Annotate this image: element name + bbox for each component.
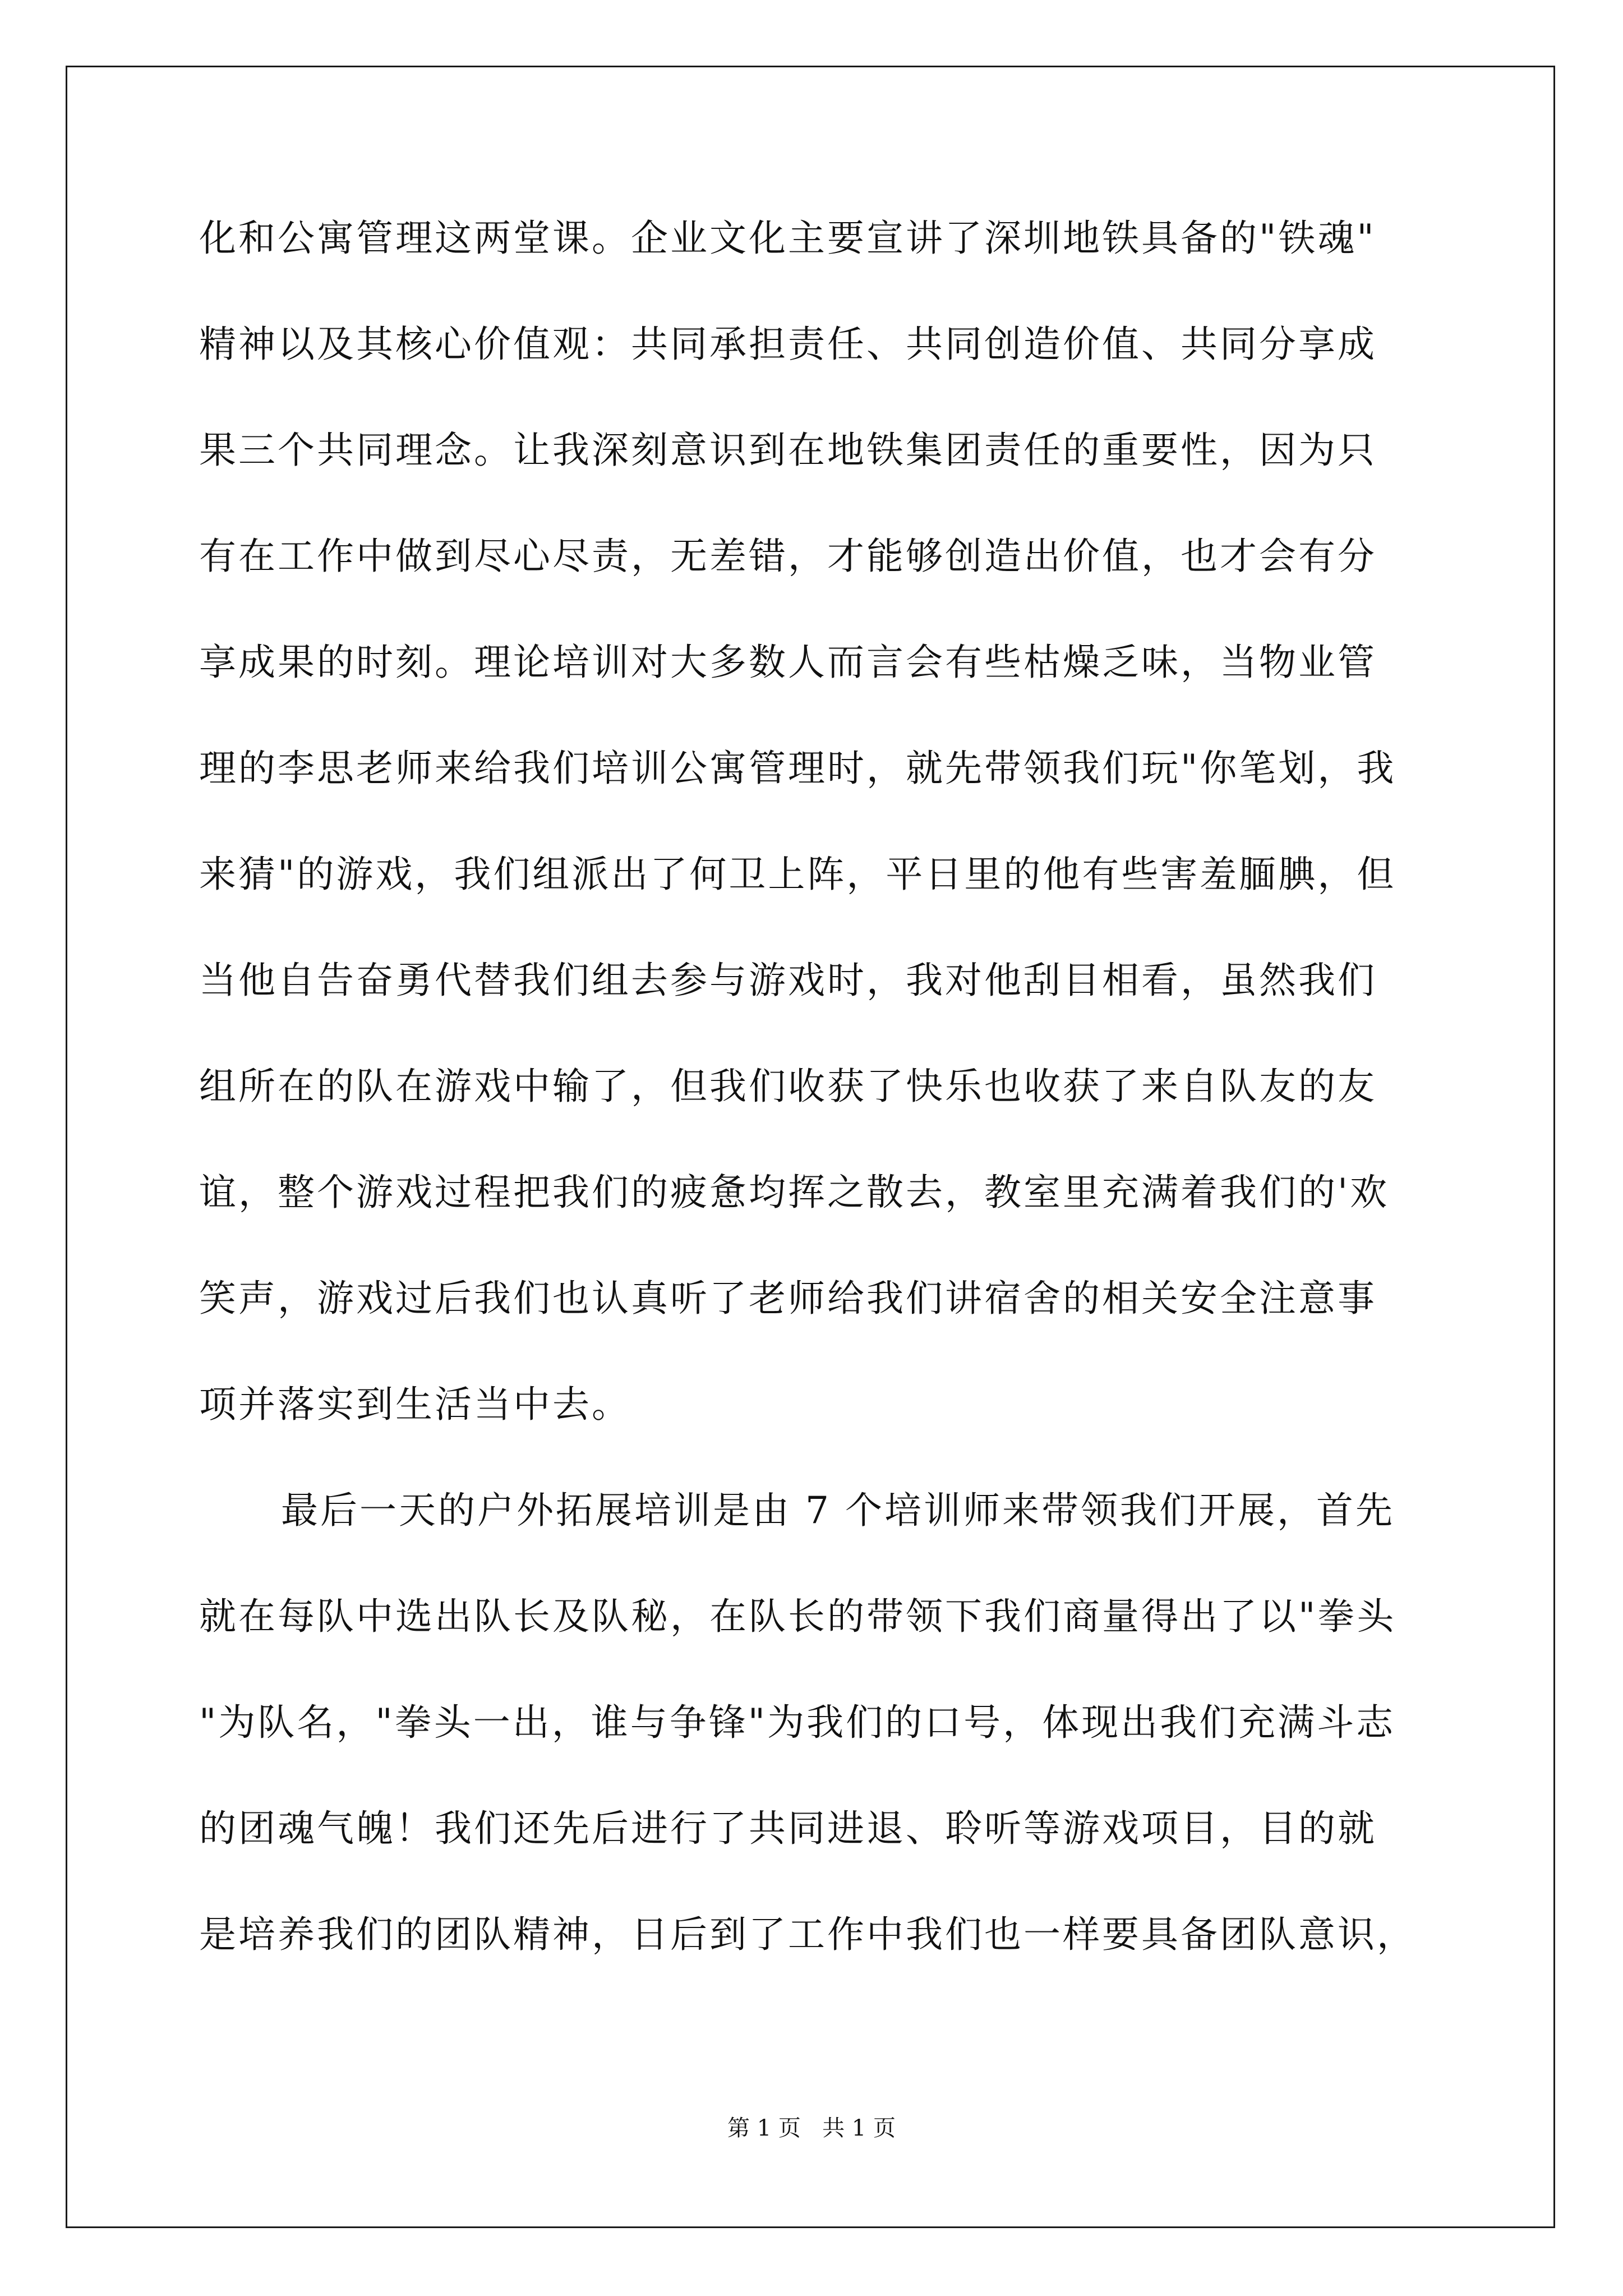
text-line: 果三个共同理念。让我深刻意识到在地铁集团责任的重要性，因为只 <box>199 429 1377 472</box>
text-line: 就在每队中选出队长及队秘，在队长的带领下我们商量得出了以"拳头 <box>199 1595 1396 1638</box>
text-line: 项并落实到生活当中去。 <box>199 1383 631 1426</box>
document-body <box>199 185 1433 1987</box>
text-line: 笑声，游戏过后我们也认真听了老师给我们讲宿舍的相关安全注意事 <box>199 1277 1377 1320</box>
text-line: 精神以及其核心价值观：共同承担责任、共同创造价值、共同分享成 <box>199 323 1377 366</box>
text-line: 理的李思老师来给我们培训公寓管理时，就先带领我们玩"你笔划，我 <box>199 747 1396 790</box>
text-line: 组所在的队在游戏中输了，但我们收获了快乐也收获了来自队友的友 <box>199 1065 1377 1108</box>
paragraph-first-line: 最后一天的户外拓展培训是由 7 个培训师来带领我们开展，首先 <box>281 1489 1395 1532</box>
text-line: 谊，整个游戏过程把我们的疲惫均挥之散去，教室里充满着我们的'欢 <box>199 1171 1390 1214</box>
text-line: 当他自告奋勇代替我们组去参与游戏时，我对他刮目相看，虽然我们 <box>199 959 1377 1002</box>
text-line: "为队名，"拳头一出，谁与争锋"为我们的口号，体现出我们充满斗志 <box>199 1701 1396 1744</box>
text-line: 来猜"的游戏，我们组派出了何卫上阵，平日里的他有些害羞腼腆，但 <box>199 853 1396 896</box>
text-line: 是培养我们的团队精神，日后到了工作中我们也一样要具备团队意识， <box>199 1913 1416 1956</box>
text-line: 享成果的时刻。理论培训对大多数人而言会有些枯燥乏味，当物业管 <box>199 641 1377 684</box>
text-line: 化和公寓管理这两堂课。企业文化主要宣讲了深圳地铁具备的"铁魂" <box>199 217 1376 260</box>
text-line: 有在工作中做到尽心尽责，无差错，才能够创造出价值，也才会有分 <box>199 535 1377 578</box>
text-line: 的团魂气魄！我们还先后进行了共同进退、聆听等游戏项目，目的就 <box>199 1807 1377 1850</box>
page-number: 第 1 页 共 1 页 <box>727 2115 896 2141</box>
